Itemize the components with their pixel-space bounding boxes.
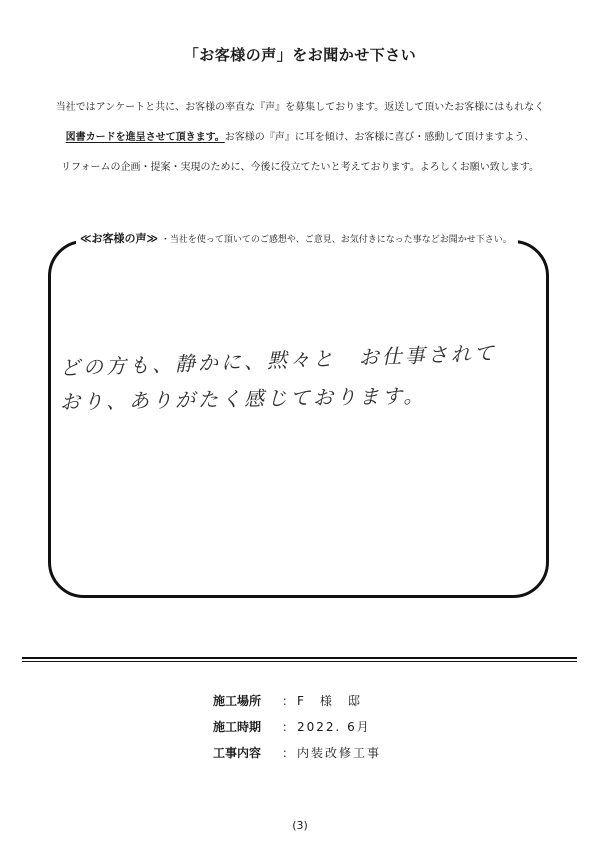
site-colon: ： [281,694,294,708]
info-row-site [213,695,362,707]
customer-voice-box [48,240,549,598]
double-rule-bottom [22,661,577,662]
voice-box-title: ≪お客様の声≫ [80,232,159,245]
site-label: 施工場所 [213,694,262,708]
site-value: F 様 邸 [297,694,362,708]
period-value: 2022. 6月 [297,720,371,734]
info-row-work [213,747,381,759]
page-number: (3) [292,819,308,832]
work-colon: ： [281,746,294,760]
intro-line-2-rest: お客様の『声』に耳を傾け、お客様に喜び・感動して頂けますよう、 [224,132,535,143]
period-label: 施工時期 [213,720,262,734]
voice-box-header [76,231,518,248]
handwritten-comment-line-2: おり、ありがたく感じております。 [59,383,427,414]
page-title: 「お客様の声」をお聞かせ下さい [183,46,417,64]
work-label: 工事内容 [213,746,262,760]
double-rule-top [22,657,577,659]
gift-card-notice: 図書カードを進呈させて頂きます。 [65,132,225,143]
info-row-period [213,721,371,733]
intro-line-2 [40,133,560,143]
period-colon: ： [281,720,294,734]
handwritten-comment-line-1: どの方も、静かに、黙々と お仕事されて [59,340,498,380]
voice-box-note: ・当社を使って頂いてのご感想や、ご意見、お気付きになった事などお聞かせ下さい。 [160,235,512,245]
work-value: 内装改修工事 [297,746,382,760]
intro-line-1: 当社ではアンケートと共に、お客様の率直な『声』を募集しております。返送して頂いたお客様にはもれなく [55,102,545,113]
intro-line-3: リフォームの企画・提案・実現のために、今後に役立てたいと考えております。よろしくお願い致します。 [61,162,539,173]
